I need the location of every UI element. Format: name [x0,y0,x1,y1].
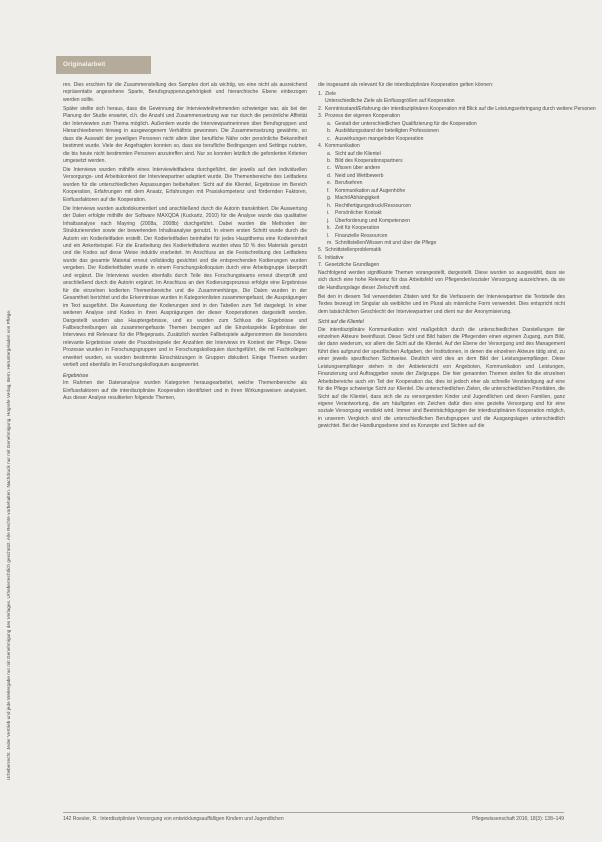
list-item [318,218,565,225]
list-item [318,233,565,240]
list-marker: g. [327,195,332,202]
paragraph: Nachfolgend werden signifikante Themen vorangestellt, dargestellt. Diese wurden so ausgewählt, dass sie sich durch eine hohe Relevanz für das Arbeitsfeld von Pflegenden/sozialer Versorgung auszeichnen, da sie die Handlungslage dieser Zielschrift sind. [318,269,565,291]
paragraph: Die Interviews wurden audiodokumentiert und anschließend durch die Autorin transkribiert. Die Auswertung der Daten erfolgte mithilfe der Software MAXQDA (Kuckartz, 2010) für die Analyse wurde das qualitative Inhaltsanalyse nach Mayring (2008a, 2008b) durchgeführt. Dabei wurden die Methoden der Strukturierenden sowie der bewertenden Inhaltsanalyse genutzt. In einem ersten Schritt wurde durch die Autorin ein Kodierleitfaden erstellt. Der Kodierleitfaden beinhaltet für jedes Hauptthema eine Kodiereinheit und ein Ankerbeispiel. Für die Erarbeitung des Kodierleitfadens wurden etwa 50 % des Materials genutzt und die Kodes auf diese Weise induktiv erarbeitet. Im Anschluss an die Festschreibung des Leitfadens wurde das gesamte Material erneut vollständig gesichtet und die entsprechenden Kodierungen wurden vergeben. Der Kodierleitfaden wurde in einem Forschungskolloquium durch eine Arbeitsgruppe überprüft und ergänzt. Die Interviews wurden ebenfalls durch Teile des Forschungsteams erneut überprüft und anschließend durch die Autorin ergänzt. Im Anschluss an den Kodierungsprozess erfolgte eine Ergebnisse für die einzelnen kodierten Themenbereiche und die Zusammenhänge, Die Daten wurden in der Gesamtheit berichtet und die Erkenntnisse wurden in Kategorienlisten zusammengefasst, die Ausprägungen im Text ausgeführt. Die Auswertung der Kodierungen sind in den Tabellen zum Teil dargelegt. In einer weiteren Analyse sind Kodes in ihren Ausprägungen der dieser Kooperationen dargestellt worden. Dargestellt wurden also Hauptergebnisse, und es wurden zum Schluss die Ergebnisse und Fallbeschreibungen als zusammengefasste Themen bezogen auf die Einzelaspekte Ergebnisse der Interviews mit Relevanz für die Pflegepraxis. Zusätzlich wurden Fallbeispiele aufgenommen die besonders relevante Ergebnisse sowie die Praxisbeispiele der Anzahlen der Interviews im Kontext der Pflege. Diese Prozesse wurden in Forschungsgruppen und in Forschungskolloquien durchgeführt, die mit Fachkollegen erweitert wurden, es wurden bestimmte Einschätzungen in Gruppen diskutiert. Einige Themen wurden vertieft und ebenfalls im Forschungskolloquium ausgewertet. [63,205,307,369]
paragraph: Die Interviews wurden mithilfe eines Interviewleitfadens durchgeführt, der jeweils auf den individuellen Versorgungs- und Arbeitskontext der Interviewpartner adaptiert wurde. Die Themenbereiche des Leitfadens wurden für die unterschiedlichen Anpassungen beibehalten: Sicht auf die Klientel, Ergebnisse im Bereich Kooperation, Erfahrungen mit dem Ansatz, Erfahrungen mit Praxiskompetenz und fördernden Faktoren, Einflussfaktoren auf die Kooperation. [63,166,307,203]
list-item-text: Schnittstellenproblematik [325,247,382,254]
left-column [63,82,307,404]
list-marker: b. [327,158,332,165]
list-item-text: Initiative [325,254,344,261]
list-item-text: Bild des Kooperationspartners [335,158,403,165]
list-item-text: Neid und Wettbewerb [335,172,384,179]
list-item [318,136,565,143]
footer-rule [63,812,564,813]
list-item-text: Schnittstellen/Wissen mit und über die Pflege [335,240,437,247]
list-marker: f. [327,187,330,194]
list-marker: 7. [318,262,323,269]
list-item [318,113,565,120]
list-marker: 3. [318,113,323,120]
list-item [318,240,565,247]
list-marker: d. [327,172,332,179]
list-item [318,128,565,135]
paragraph: Bei den in diesem Teil verwendeten Zitaten wird für die Verfasserin der Interviewpartner die Textstelle des Textes bezeugt im Singular als weibliche und im Plural als männliche Form verwendet. Dies entspricht nicht dem tatsächlichen Geschlecht der Interviewpartner und dient nur der Anonymisierung. [318,293,565,315]
list-item [318,255,565,262]
list-marker: 1. [318,90,323,97]
list-item [318,105,596,113]
list-marker: c. [327,165,331,172]
theme-list [318,90,596,270]
list-item-text: Macht/Abhängigkeit [335,195,380,202]
list-marker: 4. [318,143,323,150]
list-marker: a. [327,150,332,157]
list-item-text: Ausbildungsstand der beteiligten Professionen [335,128,439,135]
footer-citation: 142 Roesler, R.: Interdisziplinäre Versorgung von entwicklungsauffälligen Kindern und Jugendlichen [63,816,284,822]
paragraph: ren. Dies erschien für die Zusammenstellung des Samples dort als wichtig, wo eine nicht als ausreichend repräsentativ angesehene Sparte, Berufsgruppenzugehörigkeit und hierarchische Ebene einbezogen werden sollte. [63,82,307,103]
list-item [318,143,565,150]
side-copyright-note: Urheberrecht. Jeder Vertrieb und jede Weitergabe nur mit Genehmigung des Verlages. Urheberrechtlich geschützt. Alle Rechte vorbehalten. Nachdruck nur mit Genehmigung. Hogrefe Verlag, Bern. Heruntergeladen von Pflege. [6,309,11,780]
paragraph: Im Rahmen der Datenanalyse wurden Kategorien herausgearbeitet, welche Themenbereiche als Einflussfaktoren auf die interdisziplinäre Kooperation identifiziert und in ihren Wirkungsweisen analysiert. Aus dieser Analyse resultierten folgende Themen, [63,380,307,402]
list-item-text: Zeit für Kooperation [335,225,380,232]
list-item-text: Kommunikation [325,143,360,150]
list-item-text: Rechtfertigungsdruck/Ressourcen [335,202,412,209]
list-marker: j. [327,217,330,224]
list-item [318,158,565,165]
list-marker: 2. [318,105,323,112]
list-item [318,151,565,158]
list-item [318,262,565,269]
list-item-text: Persönlicher Kontakt [335,210,382,217]
section-heading: Ergebnisse [63,372,89,379]
list-item-text: Ziele [325,90,336,97]
list-marker: k. [327,225,331,232]
list-item [318,210,565,217]
list-marker: e. [327,180,332,187]
paragraph: die insgesamt als relevant für die interdisziplinäre Kooperation gelten können: [318,82,494,88]
list-item [318,203,565,210]
list-item-text: Sicht auf die Klientel [335,150,381,157]
list-item [318,195,565,202]
list-item-text: Berufsehren [335,180,363,187]
list-item-text: Kommunikation auf Augenhöhe [335,187,406,194]
list-item-text: Prozess der eigenen Kooperation [325,113,400,120]
list-marker: h. [327,202,332,209]
list-item [318,247,565,254]
list-item [318,225,565,232]
list-item-text: Finanzielle Ressourcen [335,232,388,239]
list-item-text: Wissen über andere [335,165,381,172]
list-item [318,180,565,187]
list-item-text: Gesetzliche Grundlagen [325,262,380,269]
right-column [318,82,596,432]
list-marker: 5. [318,247,323,254]
list-marker: i. [327,210,330,217]
list-marker: b. [327,128,332,135]
section-heading: Sicht auf die Klientel [318,319,364,326]
list-item [318,173,565,180]
list-item [318,188,565,195]
list-item [318,91,565,98]
paragraph: Die interdisziplinäre Kommunikation wird maßgeblich durch die unterschiedlichen Darstellungen der einzelnen Akteure beeinflusst. Diese Sicht und Bild haben die Pflegenden einen eigenen Zugang, zum Bild, der dann wiederum, vor allem die Sicht auf die Klientel. Auf der Ebene der Versorgung und des Management führt dies aufgrund der spezifischen Aufgaben, der Institutionen, in denen die einzelnen Akteure tätig sind, zu einer jeweils spezifischen Sichtweise. Deutlich wird dies an dem Bild der Leistungsempfänger. Diese Leistungsempfänger stehen in der Anbietersicht von Angeboten, Kommunikation und Leistungen, Finanzierung und Auftraggeber sowie der Zielgruppe. Die hier genannten Themen stellen für die einzelnen Arbeitsbereiche auch ein Teil der Kooperation dar, dies ist jedoch eher als schnelle Verständigung auf eine für die Pflege schwierige Sicht zur Klientel. Die unterschiedlichen Zielen, die unterschiedlichen Prioritäten, die Sicht auf die Klientel, dass sich die zu versorgenden Kinder und Jugendlichen und deren Familien, ganz eigene Verantwortung, die am häufigsten ein Zeichen dafür dies eine gezielte Versorgung und für eine soziale Versorgung verstärkt wird. Immer sind Beeinträchtigungen der interdisziplinären Kooperation möglich, in unserem Vergleich sind die unterschiedlichen Berufsgruppen und die Ausgangslagen unterschiedlich gewichtet. Bei der Handlungsebene sind es Konzepte und Sichten auf die [318,326,565,430]
list-marker: c. [327,135,331,142]
list-marker: a. [327,120,332,127]
list-item-text: Auswirkungen mangelnder Kooperation [335,135,424,142]
list-marker: m. [327,240,333,247]
list-item [318,121,565,128]
list-item-text: Überforderung und Kompetenzen [335,217,410,224]
list-marker: l. [327,232,330,239]
list-marker: 6. [318,254,323,261]
paragraph: Später stellte sich heraus, dass die Gewinnung der Interviewteilnehmenden schwieriger war, als bei der Planung der Studie erwartet, d.h. die Anzahl und Zusammensetzung war nur durch die persönliche Affinität der Interviewten zum Thema möglich. Außerdem wurde die Interviewpartnerinnen über Berufsgruppen und Hierarchieebenen hinweg in ausgewogenem Verhältnis gewonnen. Die Zusammensetzung gewährte, so dass die Auswahl der jeweiligen Personen nicht allein über berufliche Nähe oder persönliche Bekanntheit bestimmt wurde. Viele der Angefragten konnten so, dass sie berufliche Bedingungen und Settings nutzten, die bis heute nicht bestimmten Personen anzutreffen sind. Nur so konnten letztlich die geforderten Kriterien umgesetzt werden. [63,105,307,165]
list-item [318,98,565,105]
list-item [318,165,565,172]
list-item-text: Gestalt der unterschiedlichen Qualifizierung für die Kooperation [335,120,477,127]
list-item-text: Kenntnisstand/Erfahrung der interdisziplinären Kooperation mit Blick auf die Leistungserbringung durch weitere Personen [325,105,596,112]
footer-journal: Pflegewissenschaft 2016; 18(3): 138–149 [471,816,564,822]
list-item-text: Unterschiedliche Ziele als Einflussgrößen auf Kooperation [325,98,455,105]
section-badge: Originalarbeit [56,56,151,74]
